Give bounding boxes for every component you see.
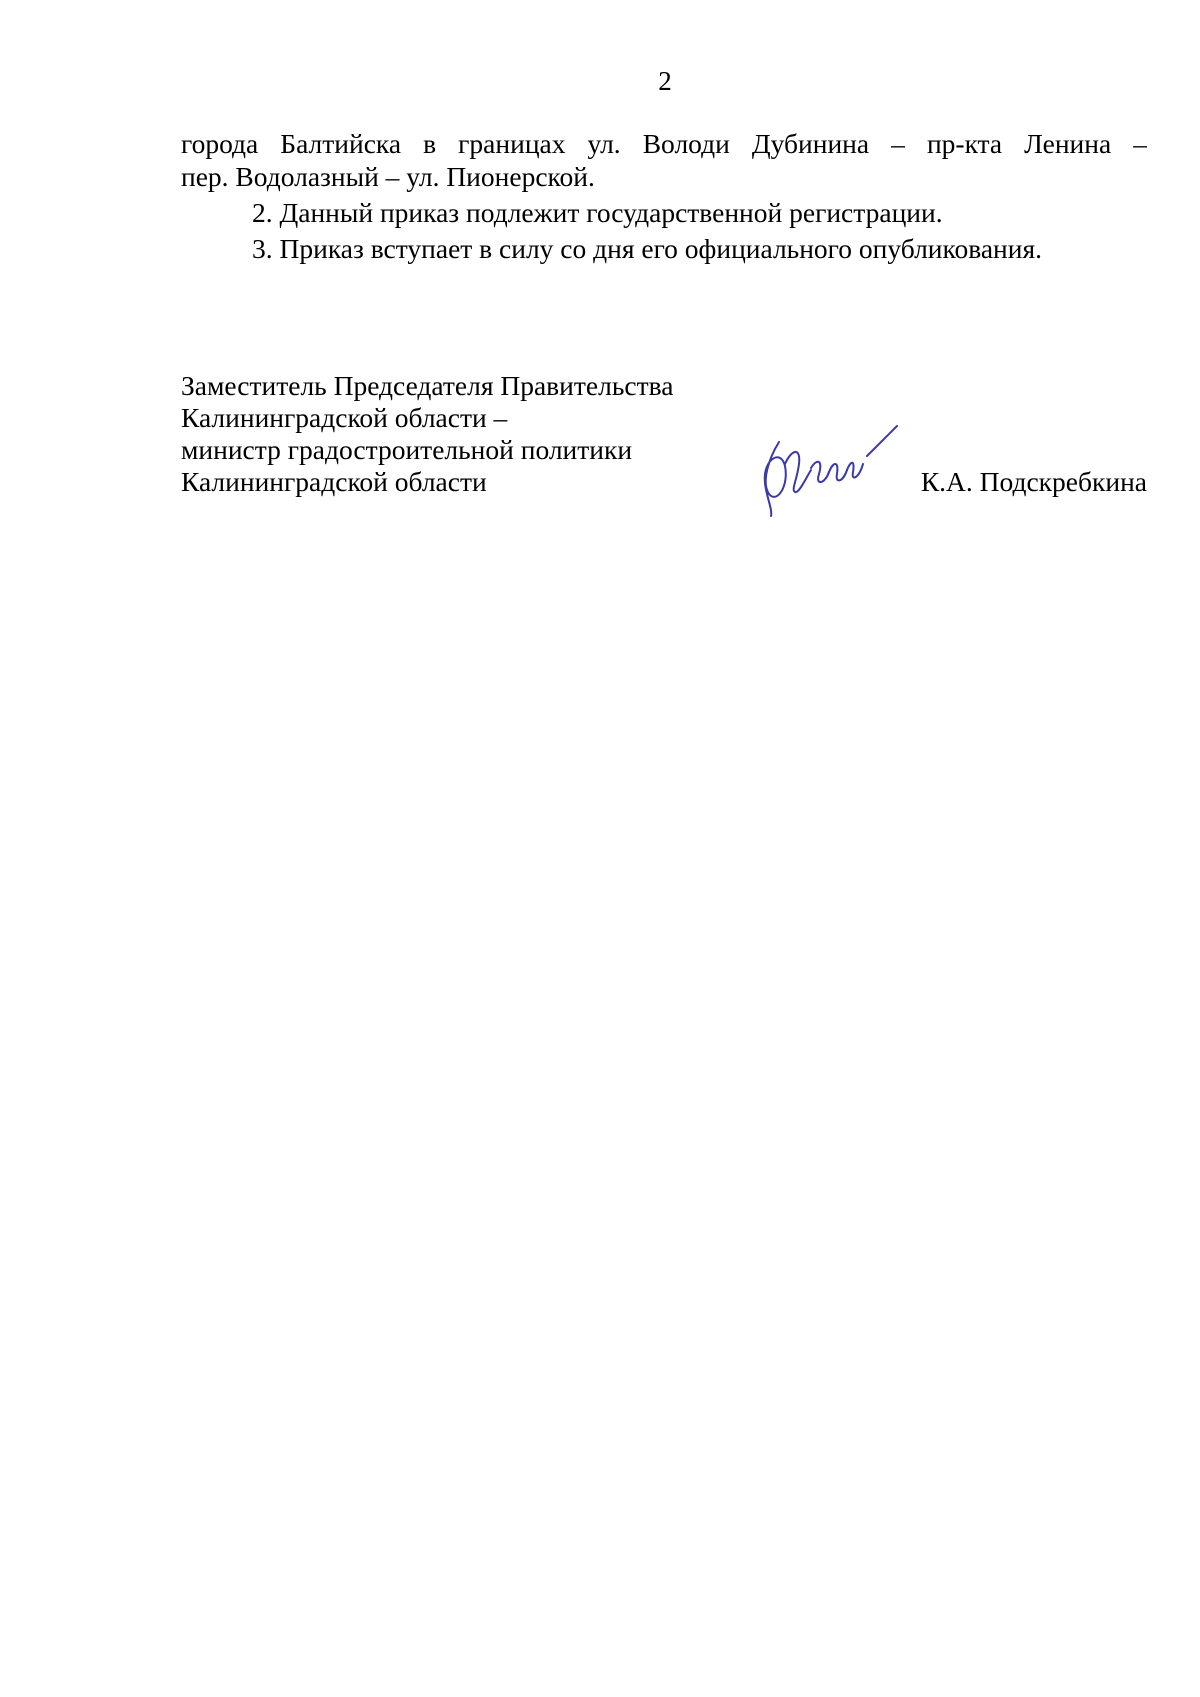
signatory-name: К.А. Подскребкина (920, 466, 1147, 497)
clause-2: 2. Данный приказ подлежит государственной регистрации. (252, 197, 943, 228)
continuation-line-1: города Балтийска в границах ул. Володи Дубинина – пр-кта Ленина – (181, 128, 1147, 159)
document-body (181, 127, 1147, 265)
signature-block (181, 370, 1147, 498)
signatory-title-line-1: Заместитель Председателя Правительства (181, 370, 674, 401)
signatory-title-line-4: Калининградской области (181, 466, 487, 497)
handwritten-signature (755, 420, 900, 520)
clause-3: 3. Приказ вступает в силу со дня его официального опубликования. (252, 233, 1043, 264)
signatory-title-line-3: министр градостроительной политики (181, 434, 633, 465)
continuation-line-2: пер. Водолазный – ул. Пионерской. (181, 161, 595, 192)
page-number: 2 (658, 66, 672, 96)
signatory-title-line-2: Калининградской области – (181, 402, 508, 433)
